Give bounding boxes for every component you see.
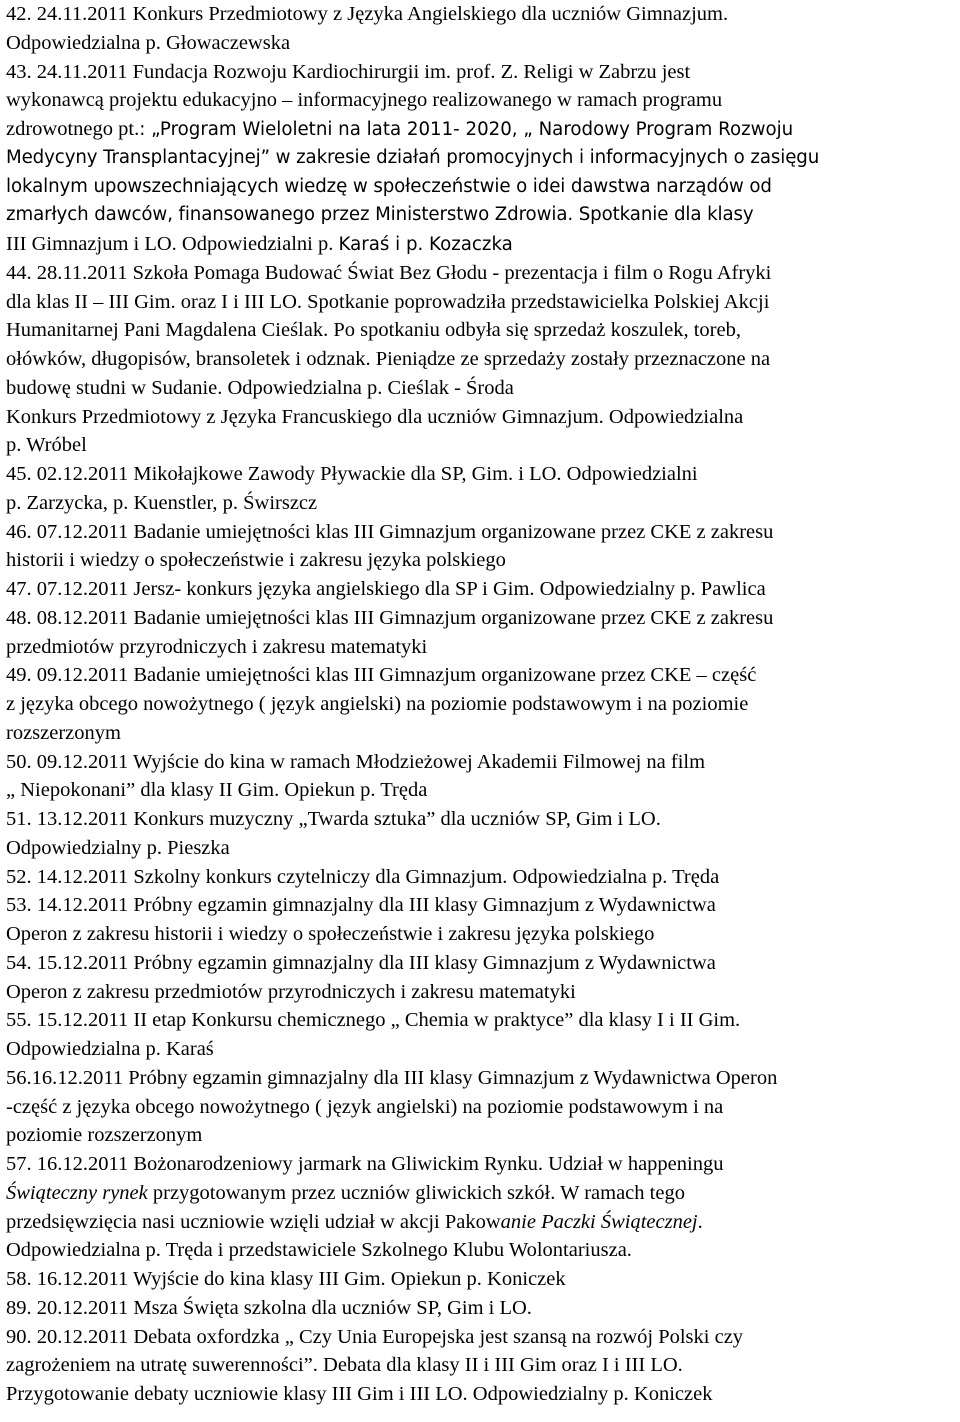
text-line: 50. 09.12.2011 Wyjście do kina w ramach Młodzieżowej Akademii Filmowej na film bbox=[6, 750, 706, 773]
text-line: „ Niepokonani” dla klasy II Gim. Opiekun p. Tręda bbox=[6, 779, 428, 802]
text-line: zmarłych dawców, finansowanego przez Ministerstwo Zdrowia. Spotkanie dla klasy bbox=[6, 204, 754, 226]
text-segment: przygotowanym przez uczniów gliwickich szkół. W ramach tego bbox=[147, 1181, 685, 1204]
text-segment: zdrowotnego pt. bbox=[6, 118, 140, 140]
text-segment-italic: Świąteczny rynek bbox=[6, 1181, 148, 1204]
text-segment: : „Program Wieloletni na lata 2011- 2020, „ Narodowy Program Rozwoju bbox=[139, 119, 794, 140]
text-line: przedmiotów przyrodniczych i zakresu matematyki bbox=[6, 635, 428, 658]
text-line: Medycyny Transplantacyjnej” w zakresie działań promocyjnych i informacyjnych o zasięgu bbox=[6, 146, 820, 168]
text-line: 90. 20.12.2011 Debata oxfordzka „ Czy Unia Europejska jest szansą na rozwój Polski czy bbox=[6, 1325, 744, 1348]
text-line: Odpowiedzialna p. Głowaczewska bbox=[6, 31, 291, 54]
text-line: Konkurs Przedmiotowy z Języka Francuskiego dla uczniów Gimnazjum. Odpowiedzialna bbox=[6, 405, 744, 428]
text-line: -część z języka obcego nowożytnego ( język angielski) na poziomie podstawowym i na bbox=[6, 1095, 724, 1118]
text-line: 53. 14.12.2011 Próbny egzamin gimnazjalny dla III klasy Gimnazjum z Wydawnictwa bbox=[6, 894, 716, 917]
text-line bbox=[6, 1208, 956, 1237]
text-line: 57. 16.12.2011 Bożonarodzeniowy jarmark na Gliwickim Rynku. Udział w happeningu bbox=[6, 1153, 724, 1175]
text-line: 54. 15.12.2011 Próbny egzamin gimnazjalny dla III klasy Gimnazjum z Wydawnictwa bbox=[6, 951, 716, 974]
text-line: p. Wróbel bbox=[6, 434, 87, 457]
text-line: 52. 14.12.2011 Szkolny konkurs czytelniczy dla Gimnazjum. Odpowiedzialna p. Tręda bbox=[6, 865, 720, 888]
text-segment: III Gimnazjum i LO. Odpowiedzialni p. bbox=[6, 233, 339, 255]
text-line bbox=[6, 115, 956, 144]
text-line: dla klas II – III Gim. oraz I i III LO. Spotkanie poprowadziła przedstawicielka Polskiej Akcji bbox=[6, 290, 770, 313]
text-segment: . bbox=[697, 1210, 703, 1233]
text-line: p. Zarzycka, p. Kuenstler, p. Świrszcz bbox=[6, 491, 318, 514]
text-line: 48. 08.12.2011 Badanie umiejętności klas III Gimnazjum organizowane przez CKE z zakresu bbox=[6, 606, 774, 629]
text-line: 47. 07.12.2011 Jersz- konkurs języka angielskiego dla SP i Gim. Odpowiedzialny p. Pawlica bbox=[6, 578, 766, 600]
text-line: budowę studni w Sudanie. Odpowiedzialna p. Cieślak - Środa bbox=[6, 376, 514, 399]
text-line: Odpowiedzialna p. Karaś bbox=[6, 1038, 214, 1060]
text-line: 55. 15.12.2011 II etap Konkursu chemicznego „ Chemia w praktyce” dla klasy I i II Gim. bbox=[6, 1009, 741, 1032]
text-line bbox=[6, 230, 956, 259]
text-line: z języka obcego nowożytnego ( język angielski) na poziomie podstawowym i na poziomie bbox=[6, 693, 749, 715]
text-line: 58. 16.12.2011 Wyjście do kina klasy III Gim. Opiekun p. Koniczek bbox=[6, 1268, 566, 1290]
text-line: 46. 07.12.2011 Badanie umiejętności klas III Gimnazjum organizowane przez CKE z zakresu bbox=[6, 520, 774, 543]
text-line: lokalnym upowszechniających wiedzę w społeczeństwie o idei dawstwa narządów od bbox=[6, 175, 772, 197]
text-line: 89. 20.12.2011 Msza Święta szkolna dla uczniów SP, Gim i LO. bbox=[6, 1296, 532, 1319]
text-line: 44. 28.11.2011 Szkoła Pomaga Budować Świat Bez Głodu - prezentacja i film o Rogu Afryki bbox=[6, 261, 772, 284]
text-line: Przygotowanie debaty uczniowie klasy III Gim i III LO. Odpowiedzialny p. Koniczek bbox=[6, 1383, 713, 1405]
text-line: Operon z zakresu przedmiotów przyrodniczych i zakresu matematyki bbox=[6, 980, 576, 1003]
text-segment: przedsięwzięcia nasi uczniowie wzięli udział w akcji Pakow bbox=[6, 1210, 501, 1233]
text-line: ołówków, długopisów, bransoletek i odznak. Pieniądze ze sprzedaży zostały przeznaczone na bbox=[6, 348, 771, 370]
text-line: zagrożeniem na utratę suwerenności”. Debata dla klasy II i III Gim oraz I i III LO. bbox=[6, 1354, 683, 1377]
text-line: historii i wiedzy o społeczeństwie i zakresu języka polskiego bbox=[6, 549, 506, 572]
text-line: wykonawcą projektu edukacyjno – informacyjnego realizowanego w ramach programu bbox=[6, 89, 723, 112]
text-segment: Karaś i p. Kozaczka bbox=[338, 234, 513, 255]
text-line: Odpowiedzialny p. Pieszka bbox=[6, 836, 230, 859]
text-line: 45. 02.12.2011 Mikołajkowe Zawody Pływackie dla SP, Gim. i LO. Odpowiedzialni bbox=[6, 463, 698, 485]
text-line: 49. 09.12.2011 Badanie umiejętności klas III Gimnazjum organizowane przez CKE – część bbox=[6, 664, 757, 687]
text-line: 51. 13.12.2011 Konkurs muzyczny „Twarda sztuka” dla uczniów SP, Gim i LO. bbox=[6, 808, 661, 830]
text-line: Operon z zakresu historii i wiedzy o społeczeństwie i zakresu języka polskiego bbox=[6, 923, 655, 945]
text-segment-italic: anie Paczki Świątecznej bbox=[500, 1210, 698, 1233]
text-line: 42. 24.11.2011 Konkurs Przedmiotowy z Języka Angielskiego dla uczniów Gimnazjum. bbox=[6, 3, 729, 25]
text-line: Odpowiedzialna p. Tręda i przedstawiciele Szkolnego Klubu Wolontariusza. bbox=[6, 1239, 632, 1262]
text-line: 56.16.12.2011 Próbny egzamin gimnazjalny dla III klasy Gimnazjum z Wydawnictwa Operon bbox=[6, 1066, 778, 1089]
text-line: rozszerzonym bbox=[6, 721, 121, 744]
text-line: Humanitarnej Pani Magdalena Cieślak. Po spotkaniu odbyła się sprzedaż koszulek, toreb, bbox=[6, 319, 741, 342]
text-line bbox=[6, 1179, 956, 1208]
document-page bbox=[6, 0, 956, 1409]
text-line: poziomie rozszerzonym bbox=[6, 1124, 203, 1147]
text-line: 43. 24.11.2011 Fundacja Rozwoju Kardiochirurgii im. prof. Z. Religi w Zabrzu jest bbox=[6, 60, 691, 83]
